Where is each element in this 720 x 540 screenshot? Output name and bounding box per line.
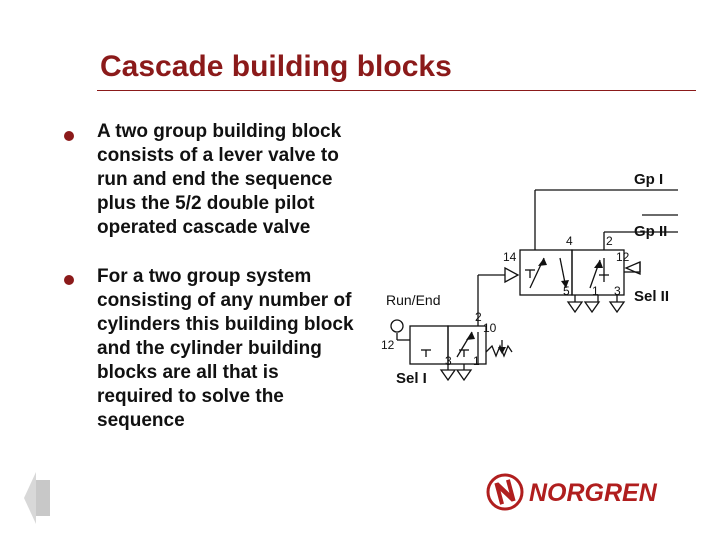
lever-handle-icon — [391, 320, 403, 332]
label-sel1: Sel I — [396, 370, 427, 387]
exhaust-5-triangle — [568, 302, 582, 312]
exhaust-3-triangle — [610, 302, 624, 312]
pilot-14-triangle — [505, 268, 518, 282]
slide-title: Cascade building blocks — [100, 50, 452, 83]
port-label-12-lever: 12 — [381, 338, 395, 352]
port-label-14: 14 — [503, 250, 517, 264]
label-sel2: Sel II — [634, 288, 670, 305]
port-label-2-lever: 2 — [475, 310, 482, 324]
lever-valve-left-square — [410, 326, 448, 364]
norgren-logo — [485, 472, 700, 512]
port-label-3: 3 — [614, 284, 621, 298]
port-label-4: 4 — [566, 234, 573, 248]
exhaust-lever-triangle — [441, 370, 455, 380]
supply-lever-triangle — [457, 370, 471, 380]
back-arrow-icon[interactable] — [22, 470, 52, 526]
port-label-2: 2 — [606, 234, 613, 248]
label-gp1: Gp I — [634, 171, 664, 188]
port-label-10: 10 — [483, 321, 497, 335]
lever-valve-right-square — [448, 326, 486, 364]
port-label-1-lever: 1 — [473, 354, 480, 368]
supply-1-triangle — [585, 302, 599, 312]
port-label-1: 1 — [592, 284, 599, 298]
port-label-3-lever: 3 — [445, 354, 452, 368]
label-gp2: Gp II — [634, 223, 668, 240]
logo-wordmark: NORGREN — [529, 479, 657, 507]
bullet-text-1: A two group building block consists of a lever valve to run and end the sequence plus the 5/2 double pilot operated cascade valve — [97, 121, 342, 238]
port-label-12: 12 — [616, 250, 630, 264]
port-label-5: 5 — [563, 284, 570, 298]
bullet-text-2: For a two group system consisting of any number of cylinders this building block and the cylinder building blocks are all that is required to solve the sequence — [97, 266, 354, 431]
label-run-end: Run/End — [386, 292, 441, 308]
